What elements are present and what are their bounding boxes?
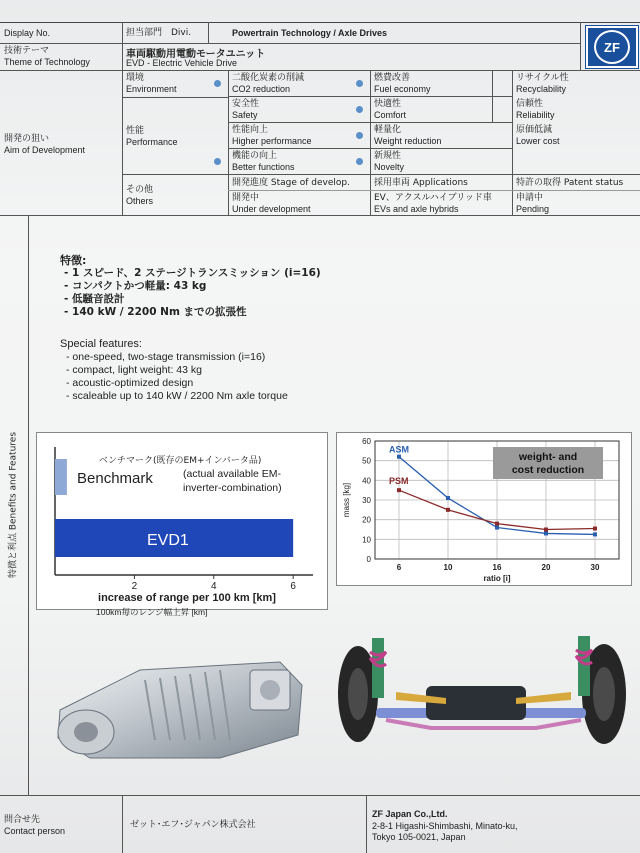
stage-label: 開発進度 Stage of develop. (232, 178, 350, 188)
group-others-jp: その他 (126, 185, 154, 195)
aim-cell-recycle-jp: リサイクル性 (516, 73, 569, 83)
data-point (446, 508, 450, 512)
applications-en: EVs and axle hybrids (374, 204, 459, 214)
annotation-jp: ベンチマーク(既存のEM+インバータ品) (99, 456, 262, 466)
data-point (397, 455, 401, 459)
x-tick-label: 6 (396, 563, 402, 572)
aim-cell-weight-en: Weight reduction (374, 136, 442, 146)
series-label-psm: PSM (389, 476, 409, 487)
annotation-text: weight- and (518, 451, 578, 463)
mass-chart-panel (336, 432, 632, 586)
data-point (544, 531, 548, 535)
y-tick-label: 50 (362, 456, 371, 466)
features-jp-title: 特徴: (60, 254, 87, 267)
list-item: - compact, light weight: 43 kg (66, 364, 202, 376)
data-point (495, 526, 499, 530)
applications-jp: EV、アクスルハイブリッド車 (374, 193, 492, 203)
address-line-2: Tokyo 105-0021, Japan (372, 832, 466, 842)
features-en-list (66, 351, 288, 403)
x-tick-label: 6 (290, 581, 296, 592)
data-point (495, 522, 499, 526)
aim-label-en: Aim of Development (4, 145, 86, 155)
list-item: - scaleable up to 140 kW / 2200 Nm axle torque (66, 390, 288, 402)
list-item: - 低騒音設計 (64, 293, 125, 305)
y-axis-label: mass [kg] (342, 482, 351, 518)
check-dot-icon (214, 80, 221, 87)
dept-value: Powertrain Technology / Axle Drives (232, 28, 388, 38)
aim-cell-reliability-jp: 信頼性 (516, 99, 544, 109)
data-point (593, 527, 597, 531)
data-point (544, 528, 548, 532)
group-performance-jp: 性能 (126, 126, 145, 136)
bar-label: EVD1 (147, 532, 189, 549)
annotation-en: inverter-combination) (183, 482, 282, 494)
patent-label: 特許の取得 Patent status (516, 178, 624, 188)
x-tick-label: 4 (210, 581, 217, 592)
list-item: - 1 スピード、2 ステージトランスミッション (i=16) (64, 267, 321, 279)
group-environment-jp: 環境 (126, 73, 145, 83)
y-tick-label: 10 (362, 535, 371, 545)
data-point (397, 488, 401, 492)
y-tick-label: 40 (362, 476, 371, 486)
list-item: - acoustic-optimized design (66, 377, 194, 389)
y-tick-label: 60 (362, 437, 371, 446)
bar-benchmark (55, 459, 67, 495)
group-others-en: Others (126, 196, 154, 206)
features-en-title: Special features: (60, 338, 142, 350)
aim-cell-fuel-en: Fuel economy (374, 84, 431, 94)
aim-cell-co2-jp: 二酸化炭素の削減 (232, 73, 305, 83)
aim-cell-cost-en: Lower cost (516, 136, 560, 146)
patent-en: Pending (516, 204, 550, 214)
x-tick-label: 16 (492, 563, 502, 572)
contact-label-en: Contact person (4, 826, 66, 836)
stage-en: Under development (232, 204, 311, 214)
list-item: - one-speed, two-stage transmission (i=16) (66, 351, 266, 363)
x-tick-label: 2 (131, 581, 138, 592)
evd-unit-image (50, 640, 312, 770)
benefits-side-label: 特徴と利点 Benefits and Features (8, 431, 19, 579)
check-dot-icon (214, 158, 221, 165)
aim-cell-safety-en: Safety (232, 110, 258, 120)
aim-cell-comfort-en: Comfort (374, 110, 407, 120)
theme-label-jp: 技術テーマ (4, 46, 50, 56)
check-dot-icon (356, 158, 363, 165)
range-bar-chart (37, 433, 327, 609)
patent-jp: 申請中 (516, 193, 544, 203)
zf-logo: ZF (586, 26, 638, 68)
y-tick-label: 0 (366, 555, 371, 564)
aim-cell-cost-jp: 原価低減 (516, 125, 553, 135)
data-point (593, 532, 597, 536)
x-tick-label: 10 (443, 563, 453, 572)
display-no-label: Display No. (4, 28, 51, 38)
company-jp: ゼット･エフ･ジャパン株式会社 (130, 820, 256, 830)
theme-value-en: EVD - Electric Vehicle Drive (126, 58, 238, 68)
y-tick-label: 30 (362, 496, 371, 505)
range-chart-panel (36, 432, 328, 610)
annotation-text: cost reduction (511, 464, 585, 476)
aim-cell-novelty-jp: 新規性 (374, 151, 402, 161)
aim-cell-functions-jp: 機能の向上 (232, 151, 278, 161)
group-performance-en: Performance (126, 137, 178, 147)
theme-label-en: Theme of Technology (4, 57, 90, 67)
x-tick-label: 20 (541, 563, 551, 572)
applications-label: 採用車両 Applications (374, 178, 468, 188)
check-dot-icon (356, 132, 363, 139)
x-tick-label: 30 (590, 563, 600, 572)
contact-label-jp: 問合せ先 (4, 815, 41, 825)
aim-cell-co2-en: CO2 reduction (232, 84, 291, 94)
stage-jp: 開発中 (232, 193, 260, 203)
aim-cell-fuel-jp: 燃費改善 (374, 73, 411, 83)
mass-line-chart (337, 433, 631, 585)
list-item: - 140 kW / 2200 Nm までの拡張性 (64, 306, 247, 318)
check-dot-icon (356, 80, 363, 87)
series-label-asm: ASM (389, 444, 409, 455)
company-en: ZF Japan Co.,Ltd. (372, 809, 448, 819)
bar-label: Benchmark (77, 470, 153, 487)
aim-cell-recycle-en: Recyclability (516, 84, 567, 94)
y-tick-label: 20 (362, 515, 371, 525)
axle-assembly-image (336, 628, 632, 760)
data-point (446, 496, 450, 500)
annotation-en: (actual available EM- (183, 468, 282, 480)
features-jp-list (64, 267, 321, 319)
check-dot-icon (356, 106, 363, 113)
x-axis-label: ratio [i] (483, 574, 511, 583)
list-item: - コンパクトかつ軽量: 43 kg (64, 280, 207, 292)
group-environment-en: Environment (126, 84, 177, 94)
dept-label: 担当部門 Divi. (126, 28, 192, 38)
aim-cell-reliability-en: Reliability (516, 110, 555, 120)
aim-cell-novelty-en: Novelty (374, 162, 405, 172)
aim-cell-performance-en: Higher performance (232, 136, 312, 146)
aim-cell-functions-en: Better functions (232, 162, 295, 172)
aim-cell-safety-jp: 安全性 (232, 99, 260, 109)
aim-cell-comfort-jp: 快適性 (374, 99, 402, 109)
aim-cell-weight-jp: 軽量化 (374, 125, 402, 135)
address-line-1: 2-8-1 Higashi-Shimbashi, Minato-ku, (372, 821, 518, 831)
theme-value-jp: 車両駆動用電動モータユニット (126, 49, 266, 60)
range-xlabel-jp: 100km毎のレンジ幅上昇 [km] (96, 607, 208, 617)
aim-cell-performance-jp: 性能向上 (232, 125, 269, 135)
x-axis-label: increase of range per 100 km [km] (98, 592, 276, 604)
aim-label-jp: 開発の狙い (4, 134, 50, 144)
